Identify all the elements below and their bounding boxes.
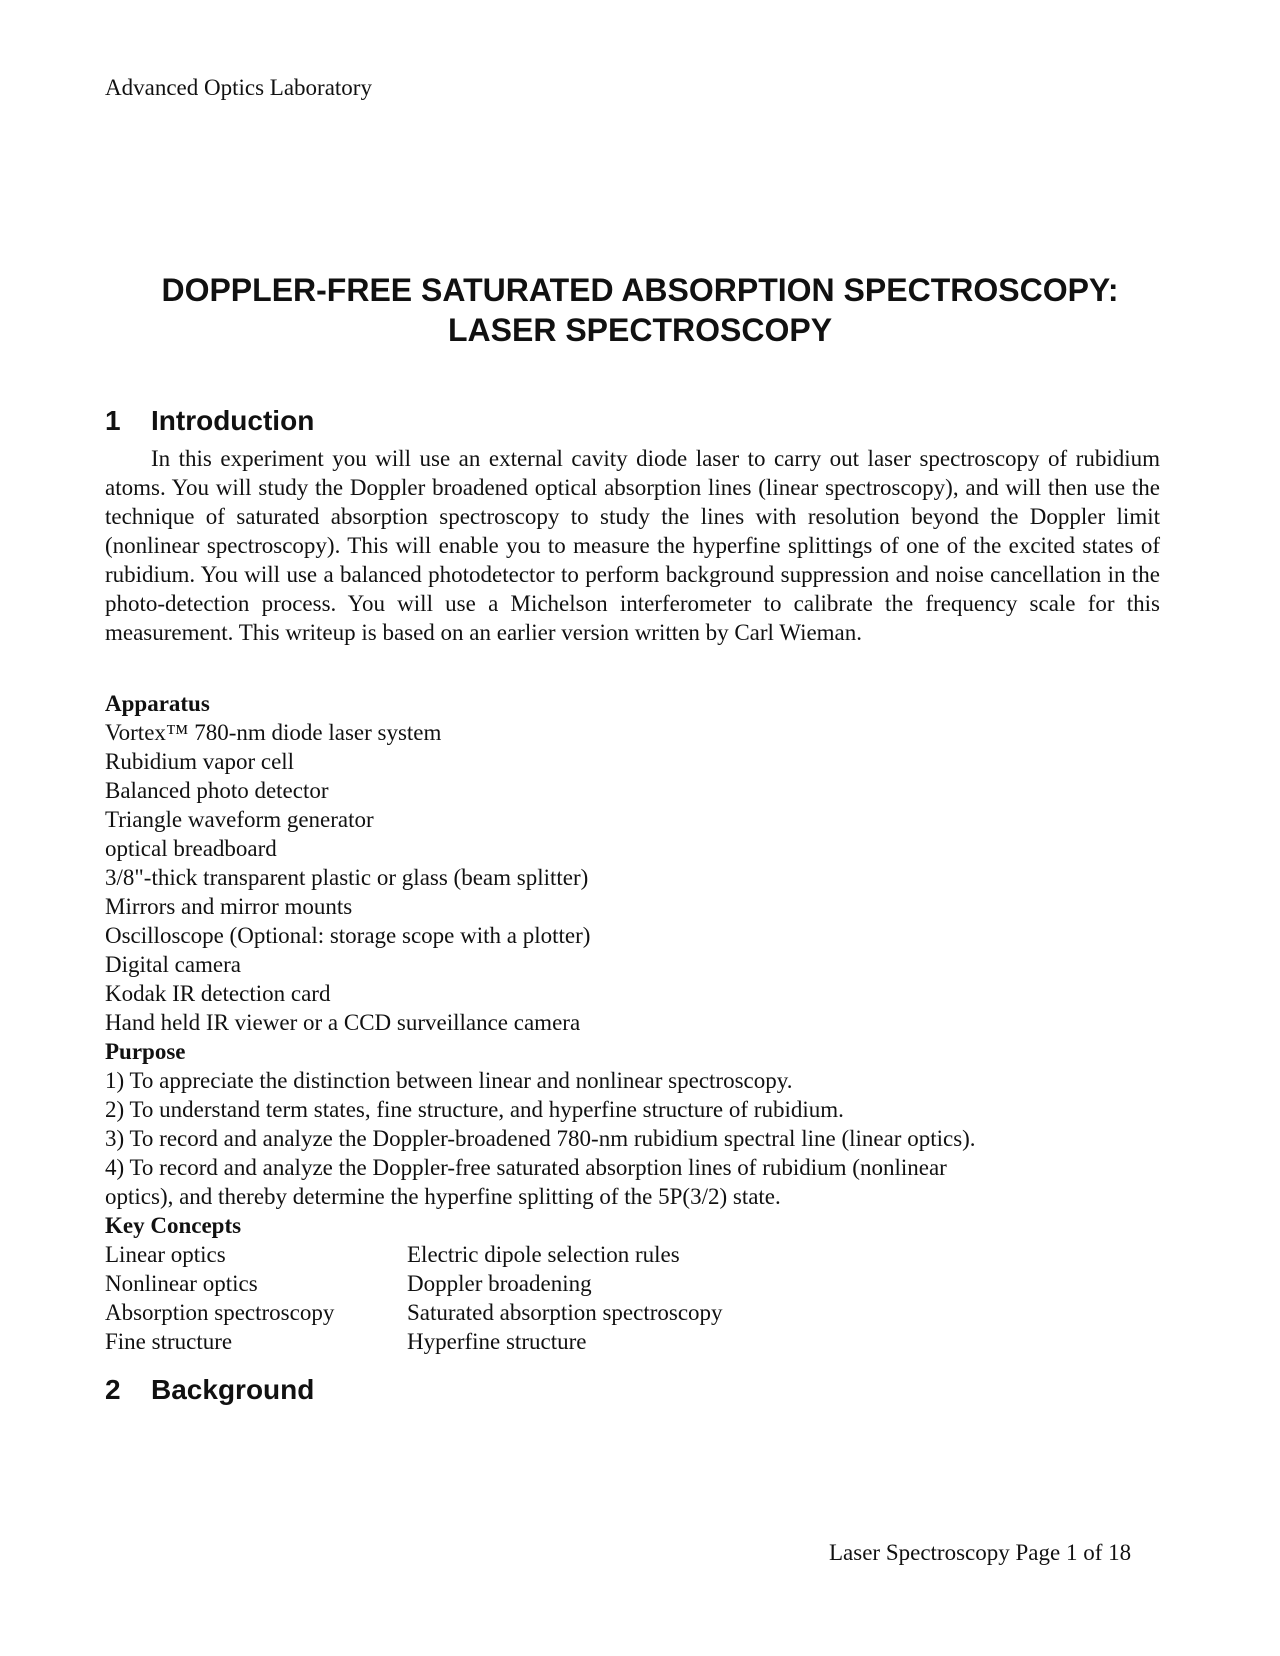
purpose-section: [105, 1037, 1165, 1211]
page-footer: Laser Spectroscopy Page 1 of 18: [829, 1540, 1132, 1565]
list-item: Triangle waveform generator: [105, 807, 374, 832]
concept-item: Doppler broadening: [407, 1271, 592, 1296]
list-item: optical breadboard: [105, 836, 277, 861]
concept-item: Linear optics: [105, 1242, 226, 1267]
concept-item: Absorption spectroscopy: [105, 1300, 335, 1325]
list-item: Vortex™ 780-nm diode laser system: [105, 720, 442, 745]
section-number: 2: [105, 1374, 121, 1405]
list-item: Hand held IR viewer or a CCD surveillance camera: [105, 1010, 581, 1035]
concept-item: Nonlinear optics: [105, 1271, 258, 1296]
list-item: Mirrors and mirror mounts: [105, 894, 353, 919]
document-title: [0, 270, 1280, 350]
list-item: Balanced photo detector: [105, 778, 329, 803]
introduction-paragraph: In this experiment you will use an external cavity diode laser to carry out laser spectroscopy of rubidium atoms. You will study the Doppler broadened optical absorption lines (linear spectroscopy), and will then use the technique of saturated absorption spectroscopy to study the lines with resolution beyond the Doppler limit (nonlinear spectroscopy). This will enable you to measure the hyperfine splittings of one of the excited states of rubidium. You will use a balanced photodetector to perform background suppression and noise cancellation in the photo-detection process. You will use a Michelson interferometer to calibrate the frequency scale for this measurement. This writeup is based on an earlier version written by Carl Wieman.: [105, 446, 1160, 645]
list-item: 1) To appreciate the distinction between linear and nonlinear spectroscopy.: [105, 1068, 793, 1093]
list-item: 4) To record and analyze the Doppler-free saturated absorption lines of rubidium (nonlinear: [105, 1155, 947, 1180]
apparatus-label: Apparatus: [105, 691, 210, 716]
list-item: optics), and thereby determine the hyperfine splitting of the 5P(3/2) state.: [105, 1184, 781, 1209]
concept-item: Hyperfine structure: [407, 1329, 587, 1354]
section-heading-background: [105, 1373, 314, 1407]
purpose-list: [105, 1066, 1165, 1211]
apparatus-section: [105, 689, 1165, 1037]
list-item: Rubidium vapor cell: [105, 749, 295, 774]
apparatus-list: [105, 718, 1165, 1037]
title-line-1: DOPPLER-FREE SATURATED ABSORPTION SPECTROSCOPY:: [161, 272, 1119, 308]
concept-item: Saturated absorption spectroscopy: [407, 1300, 723, 1325]
list-item: Oscilloscope (Optional: storage scope with a plotter): [105, 923, 591, 948]
list-item: 3) To record and analyze the Doppler-broadened 780-nm rubidium spectral line (linear optics).: [105, 1126, 976, 1151]
running-header: Advanced Optics Laboratory: [105, 75, 372, 100]
list-item: 3/8"-thick transparent plastic or glass (beam splitter): [105, 865, 589, 890]
title-line-2: LASER SPECTROSCOPY: [447, 312, 833, 348]
list-item: Kodak IR detection card: [105, 981, 331, 1006]
purpose-label: Purpose: [105, 1039, 186, 1064]
key-concepts-label: Key Concepts: [105, 1213, 242, 1238]
concept-item: Fine structure: [105, 1329, 233, 1354]
list-item: 2) To understand term states, fine structure, and hyperfine structure of rubidium.: [105, 1097, 844, 1122]
concept-item: Electric dipole selection rules: [407, 1242, 680, 1267]
section-number: 1: [105, 405, 121, 436]
section-heading-introduction: [105, 404, 314, 438]
key-concepts-grid: [105, 1240, 1165, 1356]
section-title: Background: [151, 1374, 315, 1405]
section-title: Introduction: [151, 405, 315, 436]
list-item: Digital camera: [105, 952, 242, 977]
key-concepts-section: [105, 1211, 1165, 1356]
